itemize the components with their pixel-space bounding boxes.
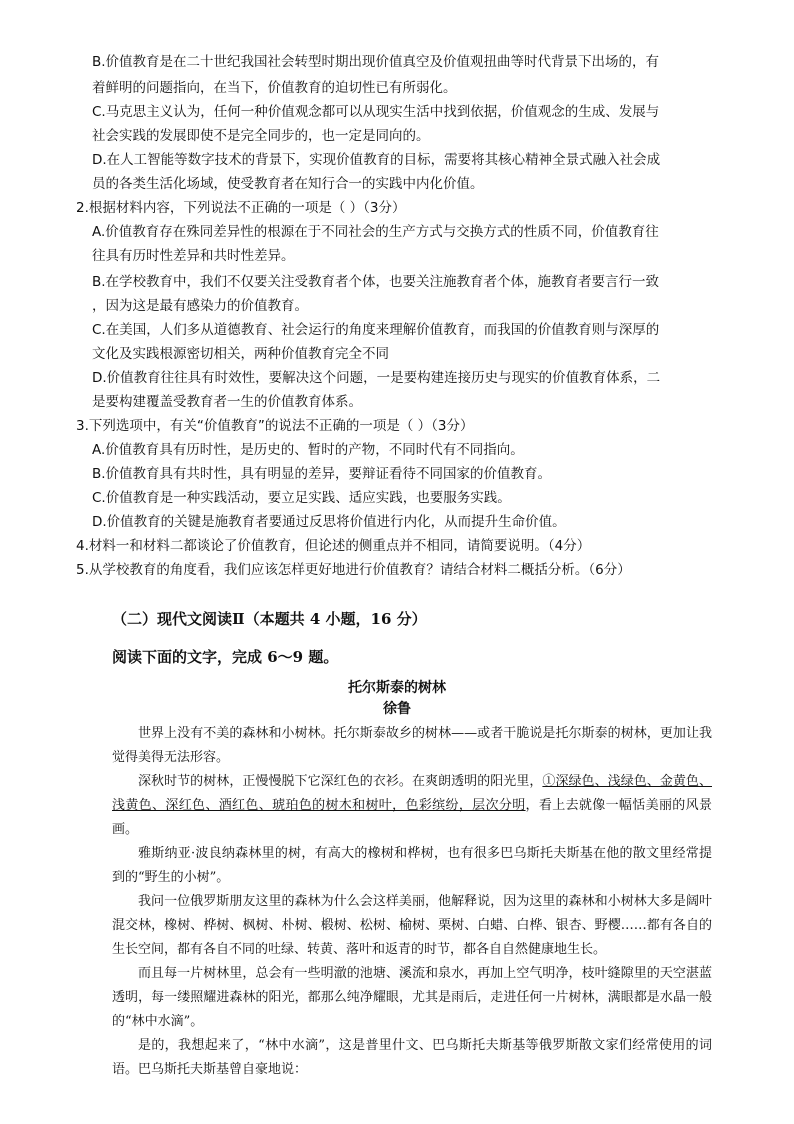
option-line: D.价值教育的关键是施教育者要通过反思将价值进行内化，从而提升生命价值。 — [92, 514, 566, 530]
underlined-sentence: ①深绿色、浅绿色、金黄色、浅黄色、深红色、酒红色、琥珀色的树木和树叶，色彩缤纷，层次分明 — [112, 774, 712, 813]
option-line: 员的各类生活化场域，使受教育者在知行合一的实践中内化价值。 — [92, 176, 484, 192]
paragraph-text: 深秋时节的树林，正慢慢脱下它深红色的衣衫。在爽朗透明的阳光里， — [138, 774, 543, 789]
option-line: A.价值教育存在殊同差异性的根源在于不同社会的生产方式与交换方式的性质不同，价值教育往 — [92, 224, 659, 240]
option-line: B.在学校教育中，我们不仅要关注受教育者个体，也要关注施教育者个体，施教育者要言行一致 — [92, 274, 660, 290]
option-line: 着鲜明的问题指向，在当下，价值教育的迫切性已有所弱化。 — [92, 80, 457, 96]
article-paragraph — [112, 770, 712, 842]
question-line: 5.从学校教育的角度看，我们应该怎样更好地进行价值教育？请结合材料二概括分析。（6分） — [76, 562, 631, 578]
article-paragraph: 我问一位俄罗斯朋友这里的森林为什么会这样美丽，他解释说，因为这里的森林和小树林大多是阔叶混交林，橡树、桦树、枫树、朴树、椴树、松树、榆树、栗树、白蜡、白桦、银杏、野樱……都有各自的生长空间，都有各自不同的吐绿、转黄、落叶和返青的时节，都各自自然健康地生长。 — [112, 894, 712, 957]
option-line: C.马克思主义认为，任何一种价值观念都可以从现实生活中找到依据，价值观念的生成、发展与 — [92, 104, 660, 120]
option-line: 社会实践的发展即使不是完全同步的，也一定是同向的。 — [92, 128, 430, 144]
option-line: C.价值教育是一种实践活动，要立足实践、适应实践，也要服务实践。 — [92, 490, 511, 506]
article-paragraph: 世界上没有不美的森林和小树林。托尔斯泰故乡的树林——或者干脆说是托尔斯泰的树林，更加让我觉得美得无法形容。 — [112, 726, 712, 765]
option-line: D.价值教育往往具有时效性，要解决这个问题，一是要构建连接历史与现实的价值教育体系，二 — [92, 370, 661, 386]
reading-instruction: 阅读下面的文字，完成 6～9 题。 — [112, 648, 339, 666]
option-line: ，因为这是最有感染力的价值教育。 — [92, 298, 308, 314]
question-line: 3.下列选项中，有关“价值教育”的说法不正确的一项是（ ）（3分） — [76, 418, 474, 434]
article-author: 徐鲁 — [383, 701, 411, 717]
option-line: 文化及实践根源密切相关，两种价值教育完全不同 — [92, 346, 389, 362]
article-paragraph: 而且每一片树林里，总会有一些明澈的池塘、溪流和泉水，再加上空气明净，枝叶缝隙里的天空湛蓝透明，每一缕照耀进森林的阳光，都那么纯净耀眼，尤其是雨后，走进任何一片树林，满眼都是水晶一般的“林中水滴”。 — [112, 966, 712, 1029]
option-line: 往具有历时性差异和共时性差异。 — [92, 248, 295, 264]
option-line: 是要构建覆盖受教育者一生的价值教育体系。 — [92, 394, 362, 410]
article-title: 托尔斯泰的树林 — [348, 680, 446, 696]
option-line: C.在美国，人们多从道德教育、社会运行的角度来理解价值教育，而我国的价值教育则与深厚的 — [92, 322, 660, 338]
question-line: 4.材料一和材料二都谈论了价值教育，但论述的侧重点并不相同，请简要说明。（4分） — [76, 538, 591, 554]
option-line: D.在人工智能等数字技术的背景下，实现价值教育的目标，需要将其核心精神全景式融入社会成 — [92, 152, 661, 168]
section-heading: （二）现代文阅读Ⅱ（本题共 4 小题，16 分） — [112, 610, 427, 628]
option-line: B.价值教育具有共时性，具有明显的差异，要辩证看待不同国家的价值教育。 — [92, 466, 552, 482]
article-paragraph: 是的，我想起来了，“林中水滴”，这是普里什文、巴乌斯托夫斯基等俄罗斯散文家们经常使用的词语。巴乌斯托夫斯基曾自豪地说： — [112, 1038, 712, 1077]
paragraph-text: ，看上去就像一幅恬美丽的风景画。 — [112, 798, 712, 837]
article-paragraph: 雅斯纳亚·波良纳森林里的树，有高大的橡树和桦树，也有很多巴乌斯托夫斯基在他的散文里经常提到的“野生的小树”。 — [112, 846, 712, 885]
question-line: 2.根据材料内容，下列说法不正确的一项是（ ）（3分） — [76, 200, 406, 216]
option-line: A.价值教育具有历时性，是历史的、暂时的产物，不同时代有不同指向。 — [92, 442, 524, 458]
option-line: B.价值教育是在二十世纪我国社会转型时期出现价值真空及价值观扭曲等时代背景下出场的，有 — [92, 54, 660, 70]
